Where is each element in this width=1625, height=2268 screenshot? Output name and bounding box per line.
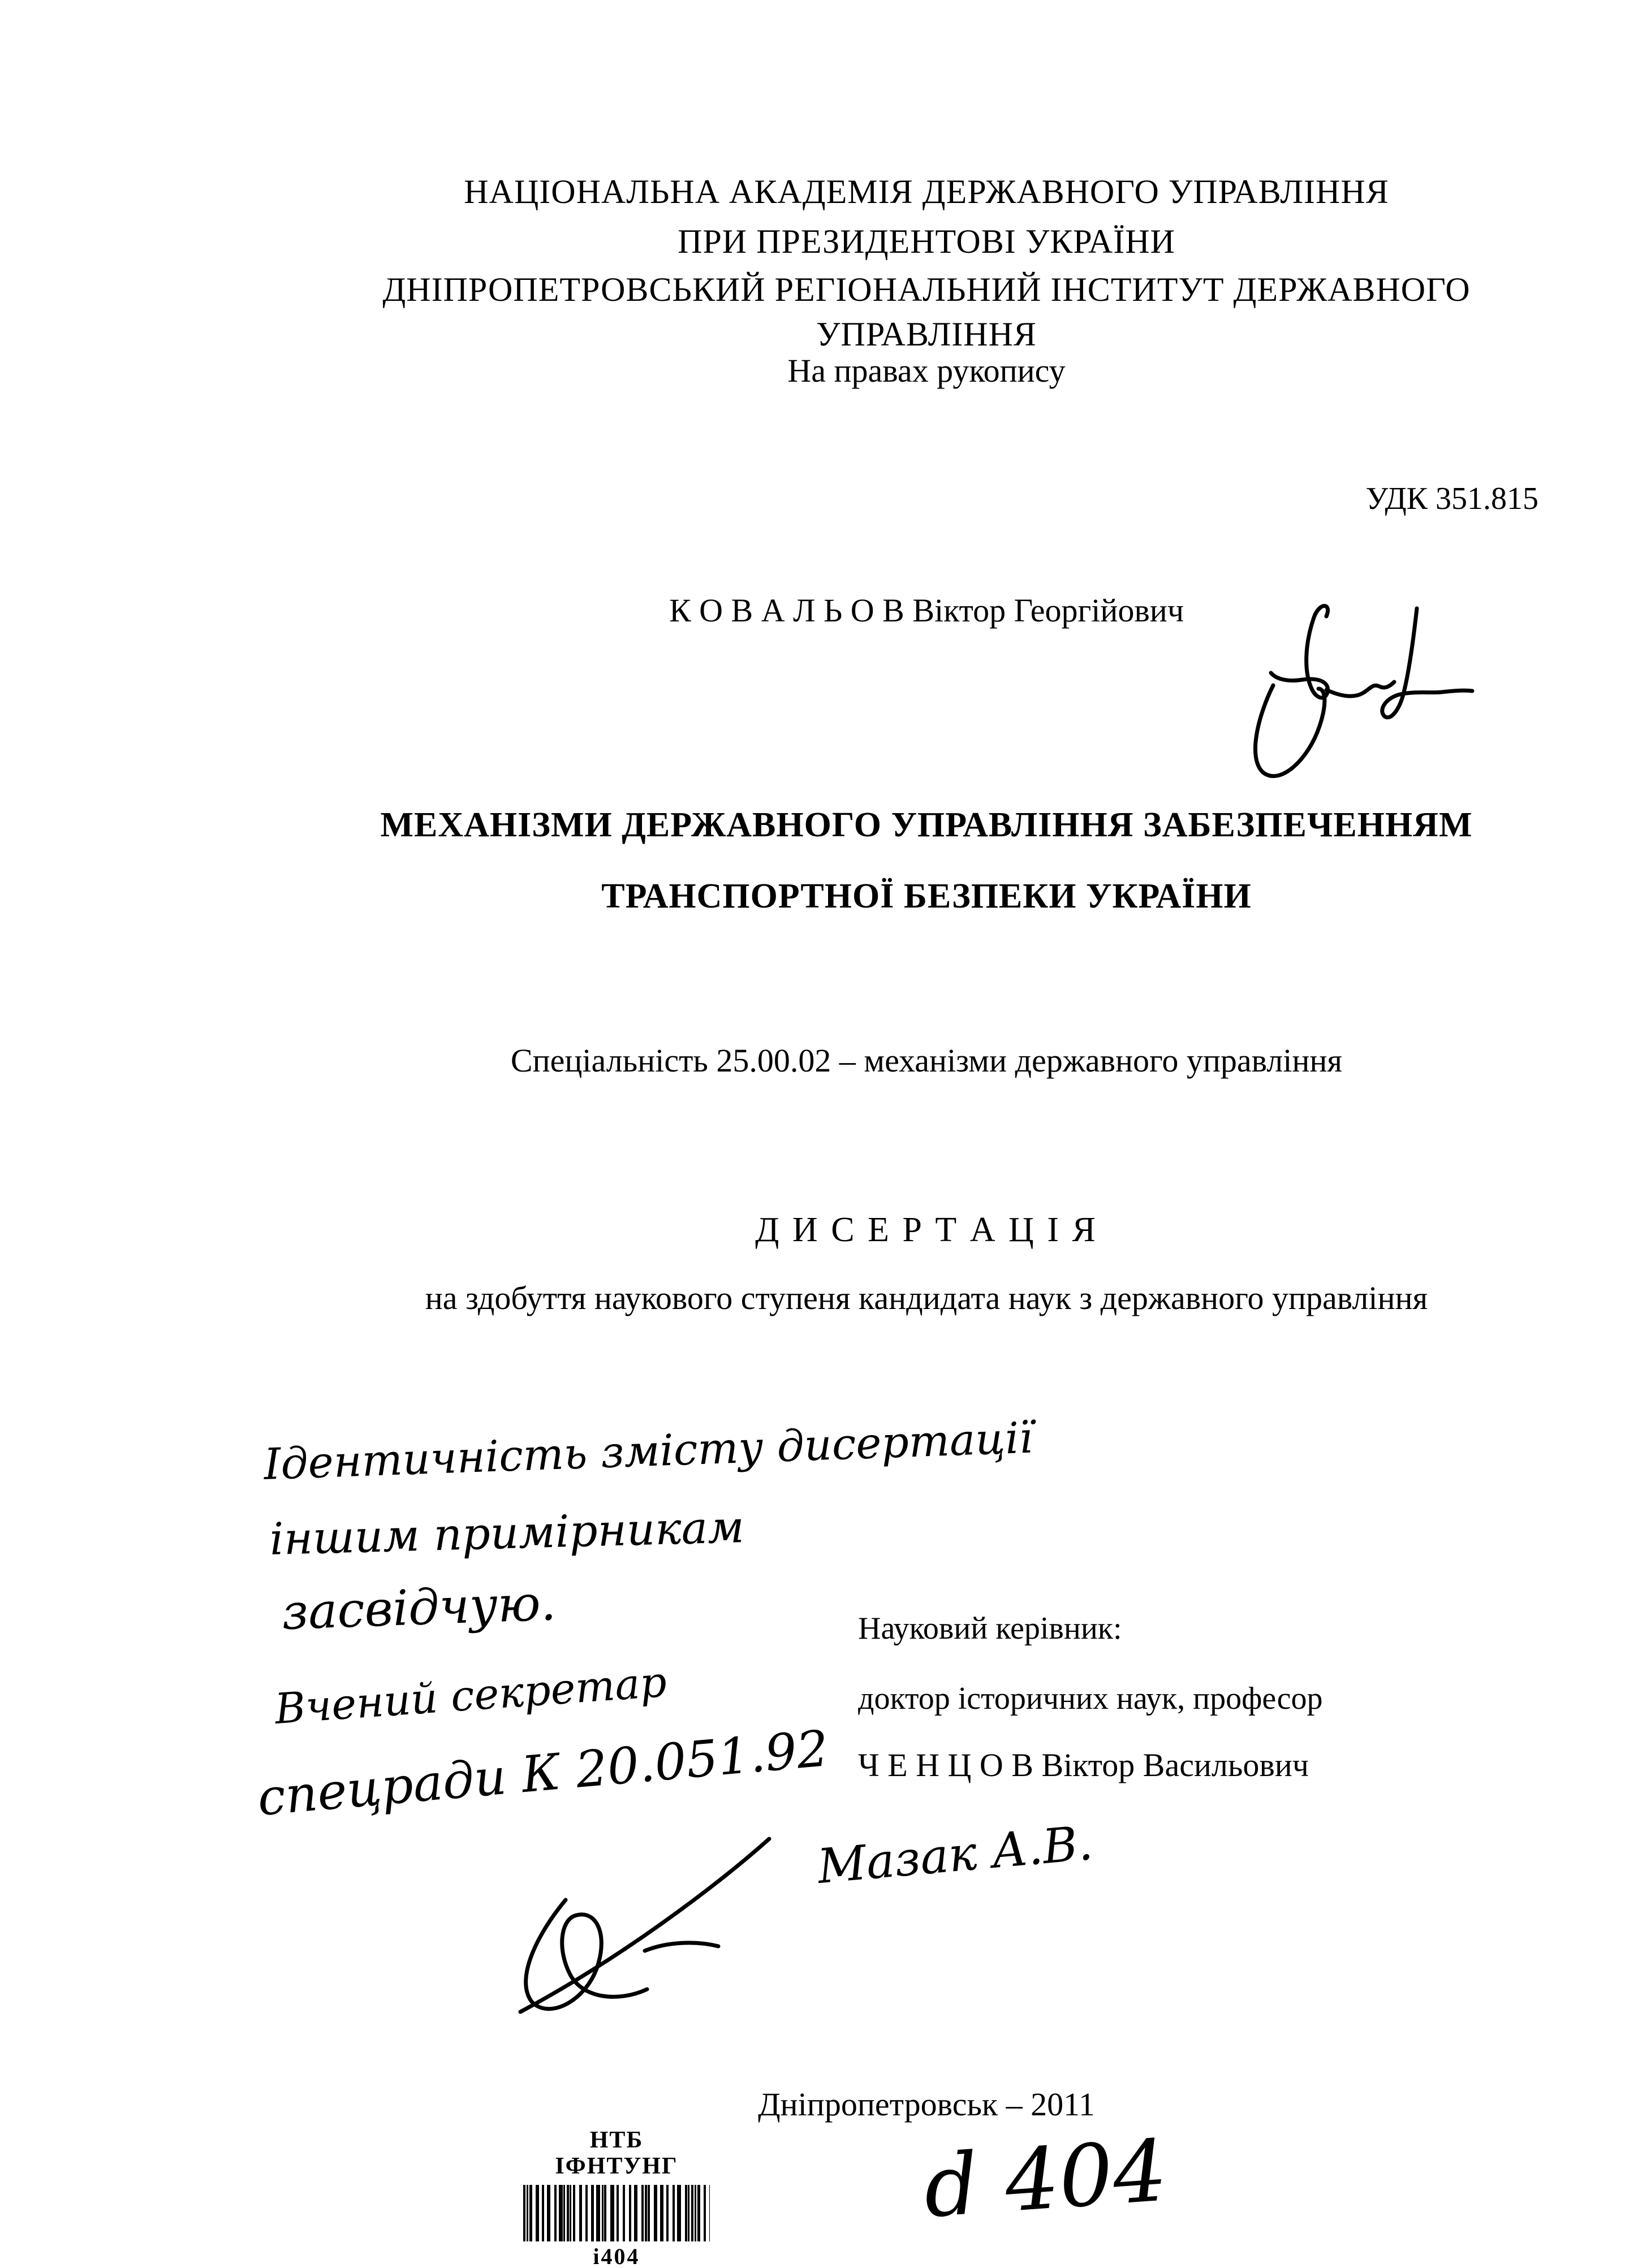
handwritten-certification-line-3: засвідчую. — [281, 1575, 557, 1641]
title-line-1: МЕХАНІЗМИ ДЕРЖАВНОГО УПРАВЛІННЯ ЗАБЕЗПЕЧЕННЯМ — [380, 806, 1473, 844]
secretary-signature — [452, 1832, 826, 2024]
handwritten-secretary-line-2: спецради К 20.051.92 — [255, 1719, 831, 1827]
supervisor-degree: доктор історичних наук, професор — [858, 1681, 1323, 1716]
city-year-line: Дніпропетровськ – 2011 — [758, 2086, 1095, 2123]
handwritten-secretary-line-1: Вчений секретар — [273, 1657, 669, 1734]
handwritten-certification-line-1: Ідентичність змісту дисертації — [262, 1412, 1034, 1489]
handwritten-certification-line-2: іншим примірникам — [269, 1502, 745, 1565]
library-barcode — [523, 2185, 710, 2241]
title-line-2: ТРАНСПОРТНОЇ БЕЗПЕКИ УКРАЇНИ — [601, 877, 1252, 915]
header-line-1: НАЦІОНАЛЬНА АКАДЕМІЯ ДЕРЖАВНОГО УПРАВЛІННЯ — [464, 173, 1389, 210]
library-stamp — [518, 2127, 715, 2268]
degree-line: на здобуття наукового ступеня кандидата наук з державного управління — [425, 1280, 1428, 1316]
manuscript-rights-note: На правах рукопису — [787, 352, 1066, 389]
header-line-2: ПРИ ПРЕЗИДЕНТОВІ УКРАЇНИ — [678, 223, 1175, 260]
specialty-line: Спеціальність 25.00.02 – механізми державного управління — [510, 1042, 1343, 1079]
author-name: К О В А Л Ь О В Віктор Георгійович — [669, 592, 1184, 629]
handwritten-shelf-mark: d 404 — [920, 2122, 1170, 2237]
supervisor-name: Ч Е Н Ц О В Віктор Васильович — [858, 1747, 1309, 1783]
udc-code: УДК 351.815 — [1365, 481, 1538, 516]
handwritten-secretary-signature-name: Мазак А.В. — [815, 1815, 1095, 1894]
library-stamp-line-1: НТБ — [589, 2127, 644, 2153]
library-inventory-number: і404 — [593, 2244, 640, 2268]
header-line-3: ДНІПРОПЕТРОВСЬКИЙ РЕГІОНАЛЬНИЙ ІНСТИТУТ ДЕРЖАВНОГО — [382, 271, 1471, 308]
supervisor-label: Науковий керівник: — [858, 1611, 1122, 1646]
library-stamp-line-2: ІФНТУНГ — [555, 2153, 678, 2179]
dissertation-heading: Д И С Е Р Т А Ц І Я — [755, 1211, 1098, 1249]
author-signature — [1242, 599, 1479, 792]
header-line-4: УПРАВЛІННЯ — [816, 316, 1037, 353]
